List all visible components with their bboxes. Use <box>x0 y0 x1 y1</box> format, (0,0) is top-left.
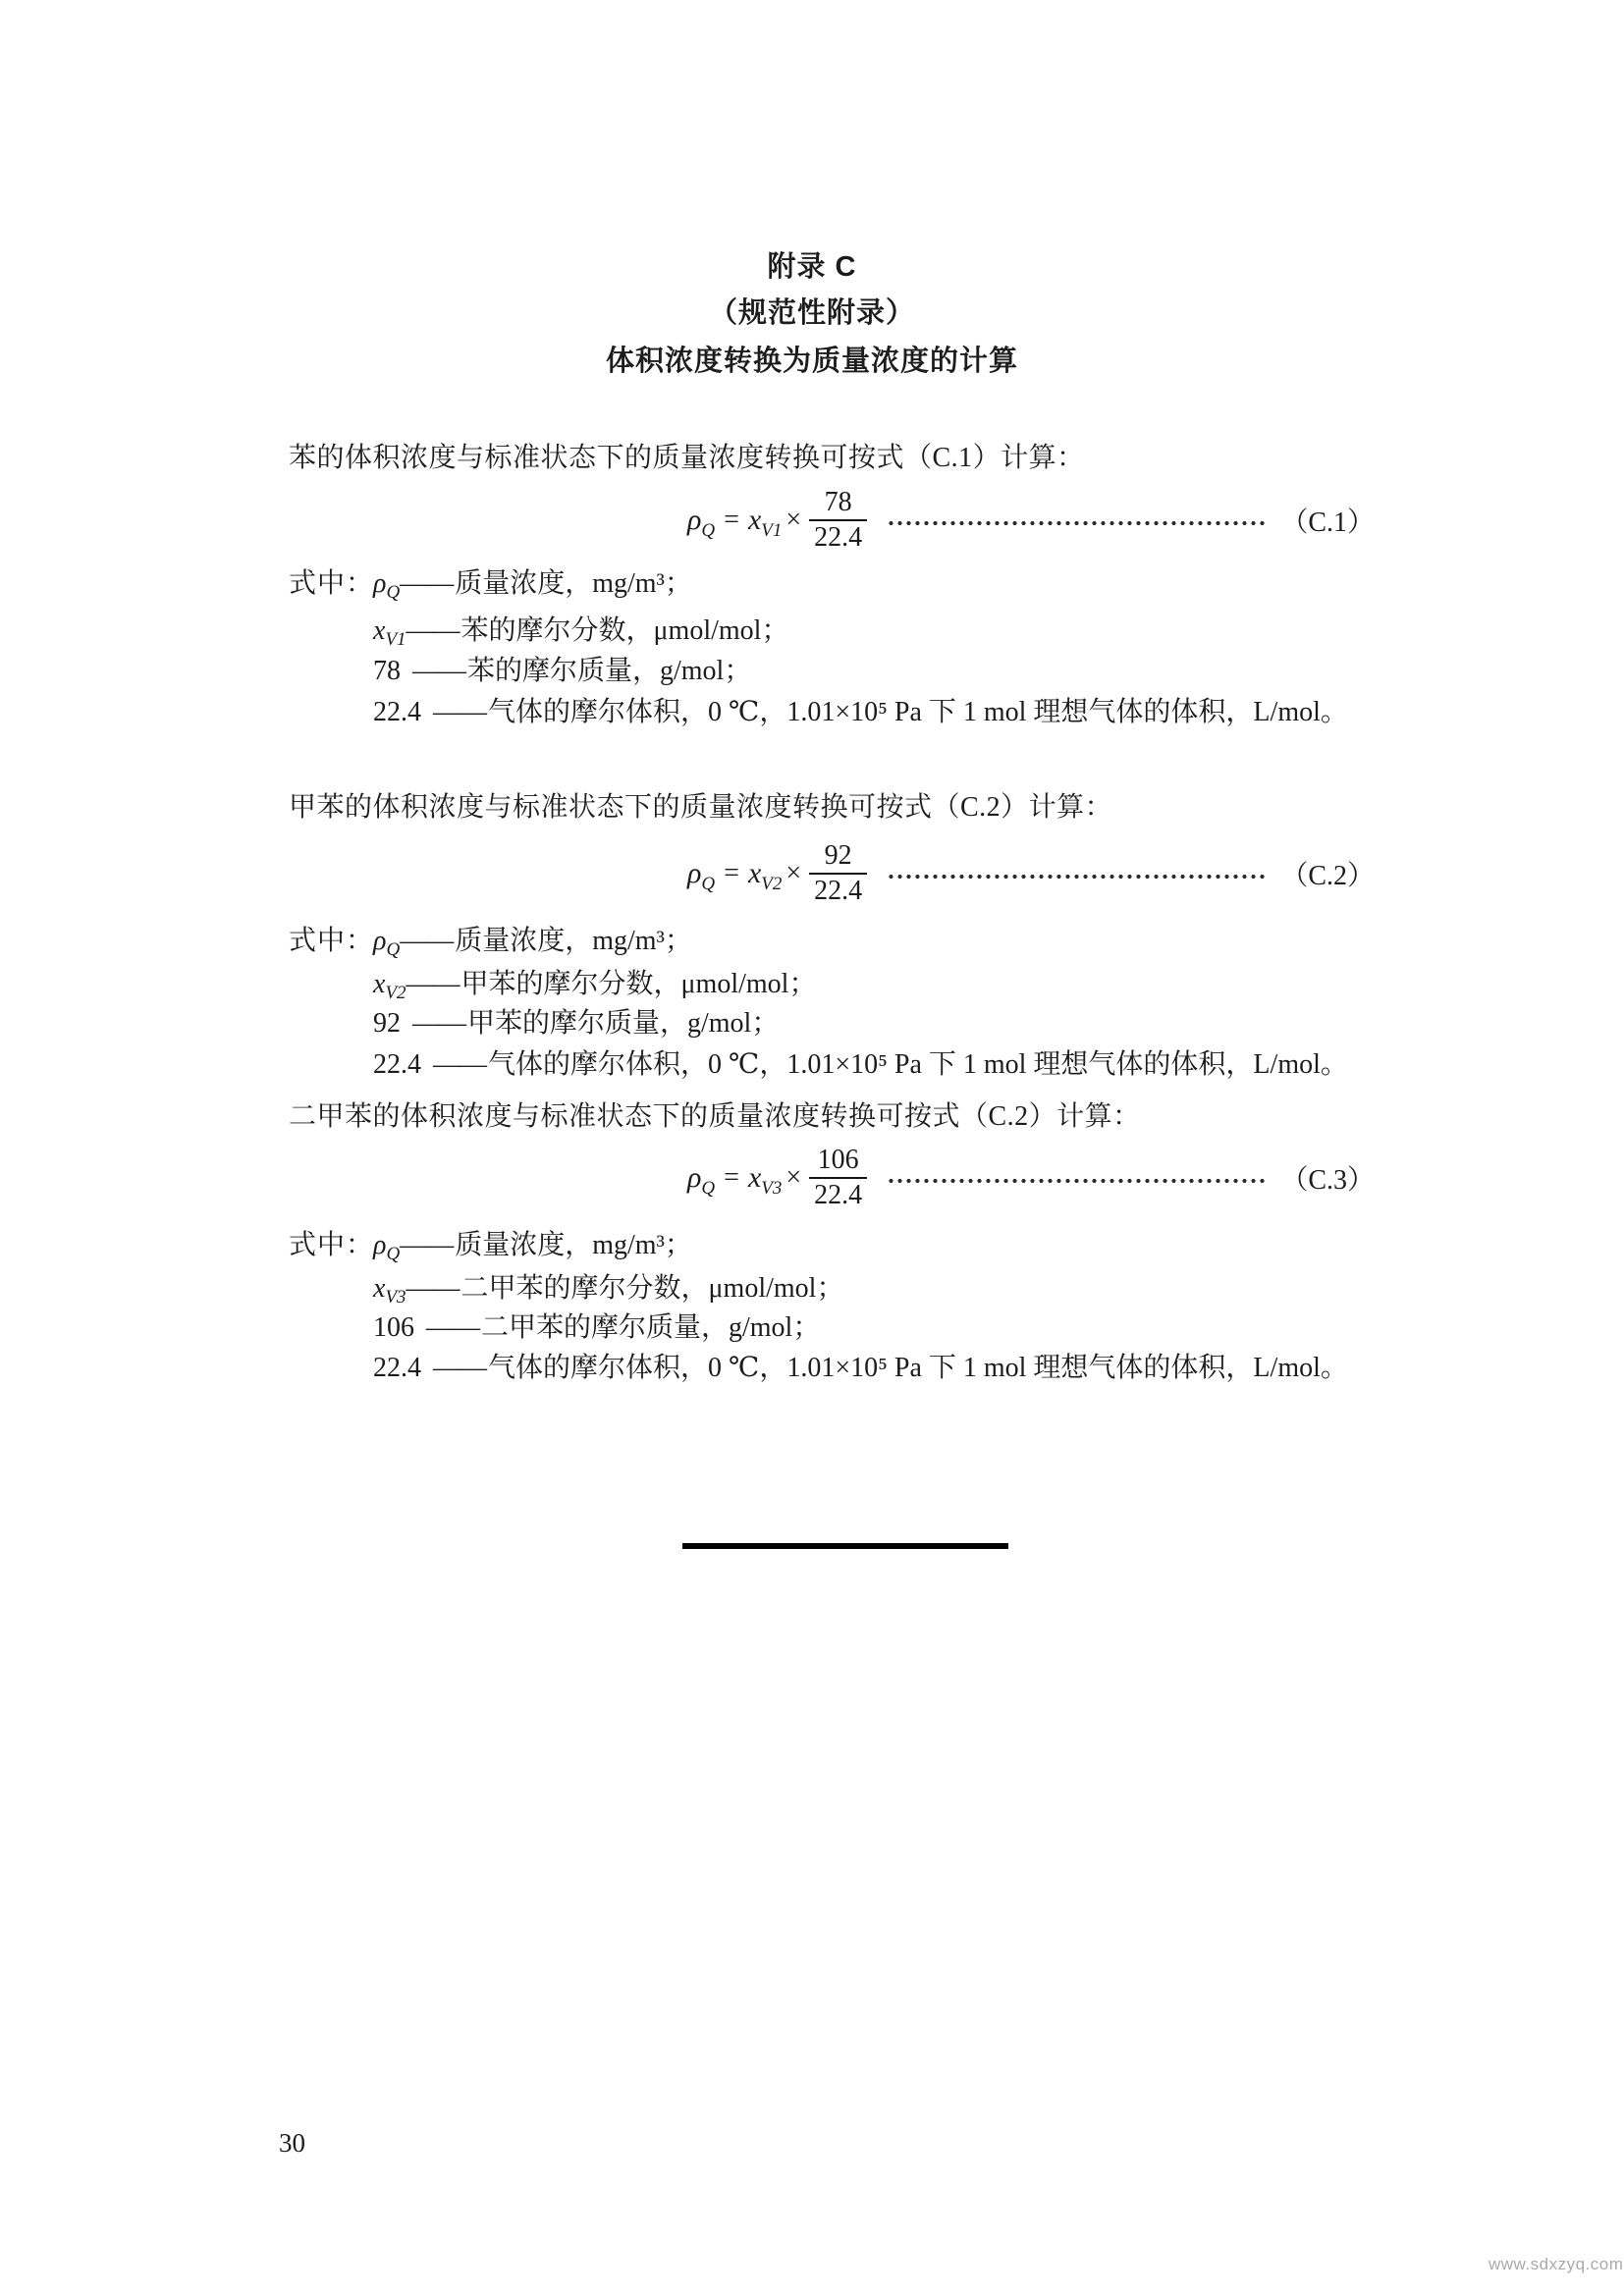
where-label: 式中： <box>289 926 375 956</box>
formula-c2 <box>687 828 1375 919</box>
definition-row <box>289 968 816 1001</box>
definition-dash: —— <box>433 1353 486 1383</box>
formula-label: （C.3） <box>1280 1165 1375 1196</box>
definition-dash: —— <box>406 615 460 646</box>
formula-lhs-rho: $\rho_Q$ <box>687 1161 716 1199</box>
definition-desc: 二甲苯的摩尔分数，μmol/mol； <box>460 1273 844 1304</box>
where-label: 式中： <box>289 1230 375 1260</box>
times-sign: × <box>785 505 802 535</box>
subject-title: 体积浓度转换为质量浓度的计算 <box>605 346 1018 377</box>
definition-dash: —— <box>433 1049 486 1080</box>
formula-var-x: $x_{V2}$ <box>747 857 783 894</box>
definition-desc: 甲苯的摩尔分数，μmol/mol； <box>460 969 817 999</box>
definition-row <box>289 925 692 958</box>
definition-dash: —— <box>412 1008 465 1039</box>
definition-dash: —— <box>400 568 454 599</box>
section-intro: 苯的体积浓度与标准状态下的质量浓度转换可按式（C.1）计算： <box>289 443 1085 473</box>
definition-row <box>289 1311 820 1345</box>
definition-row <box>289 1352 1348 1385</box>
definition-desc: 质量浓度，mg/m³； <box>455 568 692 599</box>
definition-row <box>289 567 692 601</box>
definition-dash: —— <box>406 1273 460 1304</box>
fraction-denominator: 22.4 <box>809 519 867 554</box>
times-sign: × <box>785 858 802 888</box>
definition-term: 106 <box>373 1312 414 1343</box>
definition-desc: 气体的摩尔体积，0 ℃，1.01×10⁵ Pa 下 1 mol 理想气体的体积，L/mol。 <box>488 697 1348 727</box>
fraction <box>809 487 867 553</box>
formula-c1 <box>687 475 1375 565</box>
end-divider-line <box>682 1543 1008 1549</box>
definition-term: $\rho_Q$ <box>373 1230 401 1264</box>
definition-term: $\rho_Q$ <box>373 926 401 960</box>
definition-dash: —— <box>400 926 454 956</box>
normative-subtitle: （规范性附录） <box>708 297 915 329</box>
where-label: 式中： <box>289 568 375 599</box>
formula-var-x: $x_{V1}$ <box>747 504 783 541</box>
fraction-numerator: 78 <box>824 487 852 518</box>
definition-row <box>289 655 751 688</box>
fraction-numerator: 106 <box>817 1145 859 1176</box>
formula-var-x: $x_{V3}$ <box>747 1161 783 1199</box>
definition-term: 22.4 <box>373 697 421 727</box>
page-number: 30 <box>279 2128 305 2158</box>
formula-c3 <box>687 1133 1375 1223</box>
definition-dash: —— <box>406 969 460 999</box>
definition-term: 78 <box>373 656 401 686</box>
times-sign: × <box>785 1162 802 1193</box>
definition-desc: 苯的摩尔分数，μmol/mol； <box>460 615 789 646</box>
definition-row <box>289 1229 692 1262</box>
appendix-title: 附录 C <box>767 251 857 283</box>
formula-label: （C.1） <box>1280 507 1375 538</box>
watermark-text: www.sdxzyq.com <box>1489 2255 1624 2273</box>
definition-dash: —— <box>433 697 486 727</box>
definition-desc: 二甲苯的摩尔质量，g/mol； <box>481 1312 821 1343</box>
fraction-denominator: 22.4 <box>809 873 867 907</box>
definition-term: $x_{V1}$ <box>373 615 406 650</box>
dotted-leader <box>887 520 1267 526</box>
equals-sign: = <box>724 858 739 888</box>
definition-desc: 气体的摩尔体积，0 ℃，1.01×10⁵ Pa 下 1 mol 理想气体的体积，L/mol。 <box>488 1353 1348 1383</box>
definition-desc: 质量浓度，mg/m³； <box>455 926 692 956</box>
equals-sign: = <box>724 1162 739 1193</box>
definition-desc: 气体的摩尔体积，0 ℃，1.01×10⁵ Pa 下 1 mol 理想气体的体积，L/mol。 <box>488 1049 1348 1080</box>
definition-dash: —— <box>426 1312 479 1343</box>
fraction <box>809 840 867 906</box>
section-intro: 甲苯的体积浓度与标准状态下的质量浓度转换可按式（C.2）计算： <box>289 792 1113 823</box>
definition-term: 92 <box>373 1008 401 1039</box>
definition-term: 22.4 <box>373 1353 421 1383</box>
section-intro: 二甲苯的体积浓度与标准状态下的质量浓度转换可按式（C.2）计算： <box>289 1101 1141 1132</box>
definition-term: $x_{V2}$ <box>373 969 406 1003</box>
definition-row <box>289 1048 1348 1082</box>
dotted-leader <box>887 874 1267 880</box>
definition-term: $x_{V3}$ <box>373 1273 406 1308</box>
definition-dash: —— <box>400 1230 454 1260</box>
formula-label: （C.2） <box>1280 861 1375 891</box>
fraction <box>809 1145 867 1210</box>
definition-term: $\rho_Q$ <box>373 568 401 603</box>
fraction-denominator: 22.4 <box>809 1177 867 1211</box>
formula-lhs-rho: $\rho_Q$ <box>687 857 716 894</box>
dotted-leader <box>887 1178 1267 1184</box>
formula-lhs-rho: $\rho_Q$ <box>687 504 716 541</box>
definition-row <box>289 696 1348 729</box>
equals-sign: = <box>724 505 739 535</box>
fraction-numerator: 92 <box>824 840 852 872</box>
definition-term: 22.4 <box>373 1049 421 1080</box>
definition-dash: —— <box>412 656 465 686</box>
definition-desc: 甲苯的摩尔质量，g/mol； <box>467 1008 780 1039</box>
definition-desc: 苯的摩尔质量，g/mol； <box>467 656 752 686</box>
definition-row <box>289 1272 843 1306</box>
definition-row <box>289 614 788 648</box>
definition-desc: 质量浓度，mg/m³； <box>455 1230 692 1260</box>
definition-row <box>289 1007 779 1041</box>
